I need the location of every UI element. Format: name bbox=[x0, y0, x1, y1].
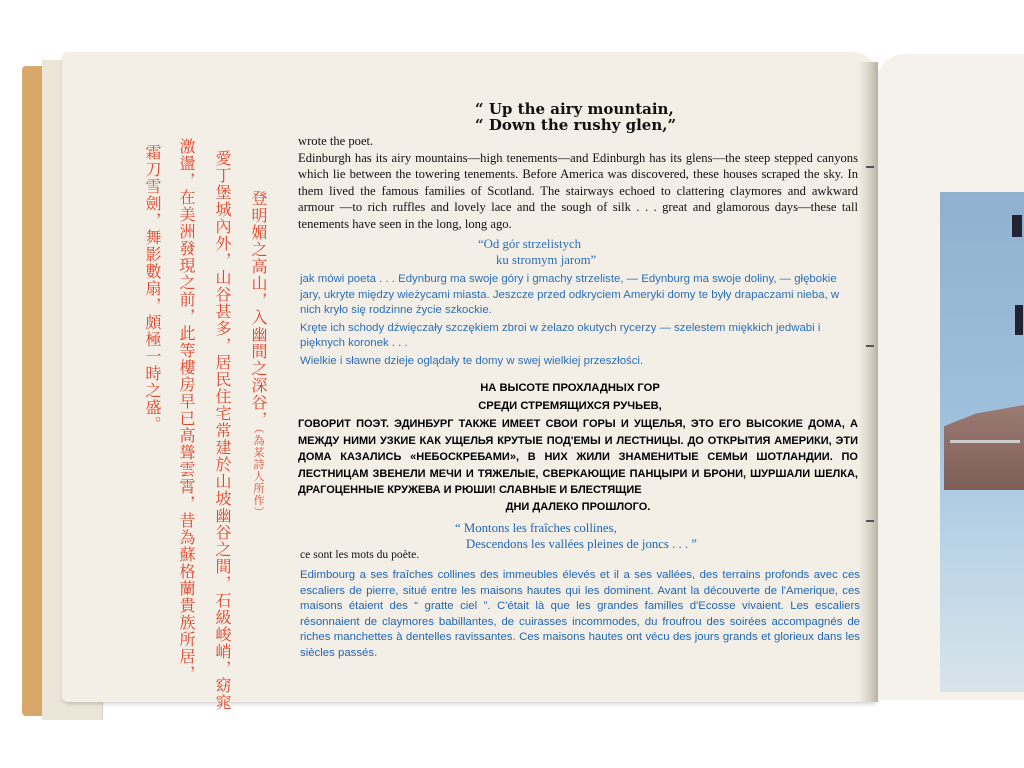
chinese-column-4-text: 登明媚之高山，入幽間之深谷， bbox=[249, 190, 268, 428]
chinese-column-2: 激盪，在美洲發現之前，此等樓房早已高聳雲霄，昔為蘇格蘭貴族所居， bbox=[177, 138, 196, 682]
french-quote-line-1: “ Montons les fraîches collines, bbox=[455, 521, 617, 535]
binding-stitch bbox=[866, 166, 874, 168]
chinese-column-4 bbox=[250, 190, 266, 519]
illustration-detail bbox=[1015, 305, 1023, 335]
russian-last-line: ДНИ ДАЛЕКО ПРОШЛОГО. bbox=[505, 500, 651, 513]
chinese-column-1: 霜刀雪劍，舞影數扇，頗極一時之盛。 bbox=[143, 144, 162, 433]
polish-quote-line-2: ku stromym jarom” bbox=[496, 253, 597, 267]
russian-heading-2: СРЕДИ СТРЕМЯЩИХСЯ РУЧЬЕВ, bbox=[478, 400, 662, 412]
french-attribution: ce sont les mots du poète. bbox=[300, 548, 420, 561]
chinese-column-3: 愛丁堡城內外，山谷甚多，居民住宅常建於山坡幽谷之間，石級峻峭，窈窕 bbox=[213, 150, 232, 711]
english-quote-line-2: “ Down the rushy glen,” bbox=[475, 116, 677, 134]
russian-text-block bbox=[298, 416, 858, 515]
english-text-block bbox=[298, 133, 858, 232]
illustration-detail bbox=[1012, 215, 1022, 237]
polish-paragraph-2: Kręte ich schody dźwięczały szczękiem zbroi w żelazo okutych rycerzy — szelestem miękkich jedwabi i pięknych koronek . . . bbox=[300, 321, 821, 349]
english-intro: wrote the poet. bbox=[298, 134, 374, 148]
polish-quote-line-1: “Od gór strzelistych bbox=[478, 237, 582, 251]
chinese-attribution-note: （為某詩人所作） bbox=[252, 428, 265, 519]
book-gutter bbox=[858, 62, 878, 702]
russian-heading-1: НА ВЫСОТЕ ПРОХЛАДНЫХ ГОР bbox=[480, 382, 660, 394]
binding-stitch bbox=[866, 345, 874, 347]
binding-stitch bbox=[866, 520, 874, 522]
polish-paragraph-1: jak mówi poeta . . . Edynburg ma swoje góry i gmachy strzeliste, — Edynburg ma swoje doliny, — głębokie jary, ukryte między wieżycami miasta. Jeszcze przed odkryciem Ameryki domy te były drapaczami nieba, w nich kryło się rodzinne życie szkockie. bbox=[300, 273, 840, 316]
french-paragraph: Edimbourg a ses fraîches collines des immeubles élevés et il a ses vallées, des terrains profonds avec ces escaliers de pierre, situé entre les maisons hautes qui les dominent. Avant la découverte de l'Amerique, ces maisons étaient des “ gratte ciel ”. C'était là que les grandes familles d'Ecosse vivaient. Les escaliers résonnaient de claymores babillantes, de cuirasses incommodes, du froufrou des soirées accompagnés de riches manchettes à dentelles ravissantes. Ces maisons hautes ont vécu des jours grands et glorieux dans les siècles passés. bbox=[300, 569, 860, 659]
polish-text-block bbox=[300, 272, 855, 371]
french-text-block bbox=[300, 568, 860, 661]
russian-paragraph: ГОВОРИТ ПОЭТ. ЭДИНБУРГ ТАКЖЕ ИМЕЕТ СВОИ ГОРЫ И УЩЕЛЬЯ, ЭТО ЕГО ВЫСОКИЕ ДОМА, А МЕЖДУ НИМИ УЗКИЕ КАК УЩЕЛЬЯ КРУТЫЕ ПОД'ЕМЫ И ЛЕСТНИЦЫ. ДО ОТКРЫТИЯ АМЕРИКИ, ЭТИ ДОМА КАЗАЛИСЬ «НЕБОСКРЕБАМИ», В НИХ ЖИЛИ ЗНАМЕНИТЫЕ СЕМЬИ ШОТЛАНДИИ. ПО ЛЕСТНИЦАМ ЗВЕНЕЛИ МЕЧИ И ТЯЖЕЛЫЕ, СВЕРКАЮЩИЕ ПАНЦЫРИ И БРОНИ, ШУРШАЛИ ШЕЛКА, ДРАГОЦЕННЫЕ КРУЖЕВА И РЮШИ! СЛАВНЫЕ И БЛЕСТЯЩИЕ bbox=[298, 418, 858, 496]
english-paragraph: Edinburgh has its airy mountains—high tenements—and Edinburgh has its glens—the steep stepped canyons which lie between the towering tenements. Before America was discovered, these houses scraped the sky. In them lived the famous families of Scotland. The stairways echoed to clattering claymores and awkward armour —to rich ruffles and lovely lace and the sough of silk . . . great and glamorous days—these tall tenements have seen in the long, long ago. bbox=[298, 150, 858, 231]
illustration-detail bbox=[950, 440, 1020, 443]
french-quote-line-2: Descendons les vallées pleines de joncs . . . ” bbox=[466, 537, 697, 551]
polish-paragraph-3: Wielkie i sławne dzieje oglądały te domy w swej wielkiej przeszłości. bbox=[300, 354, 644, 367]
english-quote-line-1: “ Up the airy mountain, bbox=[475, 100, 674, 118]
